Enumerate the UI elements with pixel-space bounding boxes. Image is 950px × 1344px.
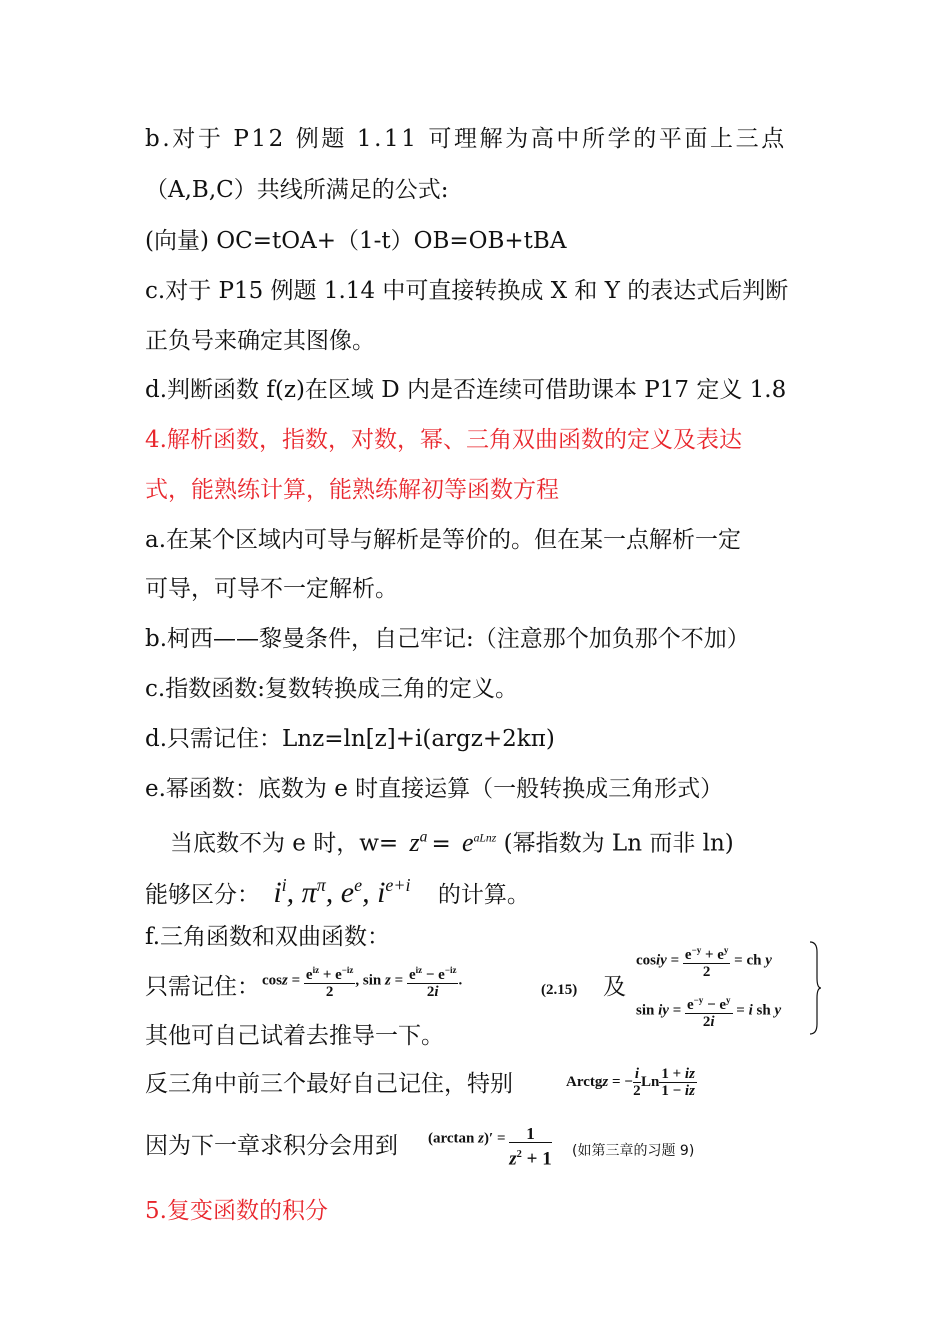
formula-cos-sin: cosz = $\frac{e^{iz} + e^{-iz}}{2}$ , sin z = $\frac{e^{iz} - e^{-iz}}{2i}$ .	[262, 962, 462, 1000]
ch-label: ch	[746, 952, 762, 969]
exercise-note: (如第三章的习题 9)	[572, 1143, 695, 1159]
text-line-11: b.柯西——黎曼条件，自己牢记:（注意那个加负那个不加）	[145, 626, 750, 652]
section-heading-4: 4.解析函数，指数，对数，幂、三角双曲函数的定义及表达	[145, 427, 742, 453]
text-line-13: d.只需记住：Lnz=ln[z]+i(argz+2kπ)	[145, 726, 555, 752]
text-line-21	[145, 1131, 398, 1161]
section-heading-4-cont: 式，能熟练计算，能熟练解初等函数方程	[145, 477, 559, 503]
text-line-9: a.在某个区域内可导与解析是等价的。但在某一点解析一定	[145, 527, 742, 553]
text-line-4: c.对于 P15 例题 1.14 中可直接转换成 X 和 Y 的表达式后判断	[145, 278, 789, 304]
formula-z-power-a: $z^a$	[409, 827, 428, 857]
sin-label: sin	[362, 972, 382, 989]
cos-label: cos	[262, 972, 282, 989]
text-line-2: （A,B,C）共线所满足的公式:	[145, 177, 449, 203]
text-line-16-suffix: 的计算。	[437, 882, 530, 908]
equation-number: (2.15)	[541, 982, 578, 998]
formula-e-power-alnz: $e^{aLnz}$	[462, 827, 497, 857]
formula-cos-iy: cosiy = $\frac{e^{-y} + e^y}{2}$ = ch y	[636, 942, 772, 980]
text-line-14: e.幂函数：底数为 e 时直接运算（一般转换成三角形式）	[145, 776, 724, 802]
text-line-15: 当底数不为 e 时，$w= z^a = e^{aLnz}$ (幂指数为 Ln 而非 ln)	[170, 827, 734, 857]
formula-sin-iy: sin iy = $\frac{e^{-y} - e^y}{2i}$ = i sh y	[636, 992, 781, 1030]
text-line-3: (向量) OC=tOA+（1-t）OB=OB+tBA	[145, 228, 567, 254]
text-line-16	[145, 870, 530, 910]
text-line-18-prefix: 只需记住：	[145, 974, 260, 1000]
formula-powers-list: $i^i$, $\pi^\pi$, $e^e$, $i^{e+i}$	[273, 875, 411, 909]
text-line-15-suffix: (幂指数为 Ln 而非 ln)	[503, 830, 734, 857]
arctan-label: (arctan	[428, 1130, 475, 1147]
text-line-15-prefix: 当底数不为 e 时，w=	[170, 830, 399, 857]
ln-label: Ln	[641, 1073, 660, 1090]
text-line-5: 正负号来确定其图像。	[145, 328, 375, 354]
formula-arctg: Arctgz = − $\frac{i}{2}$ Ln $\frac{1 + iz}{1 - iz}$	[566, 1066, 695, 1099]
text-line-18	[145, 972, 260, 1002]
text-line-21-prefix: 因为下一章求积分会用到	[145, 1133, 398, 1159]
text-line-16-prefix: 能够区分：	[145, 882, 260, 908]
section-heading-5: 5.复变函数的积分	[145, 1198, 328, 1224]
text-line-17: f.三角函数和双曲函数：	[145, 924, 391, 950]
text-line-12: c.指数函数:复数转换成三角的定义。	[145, 676, 518, 702]
formula-arctan-derivative: (arctan z)′ = $\frac{1}{z^2 + 1}$	[428, 1124, 552, 1170]
text-and: 及	[603, 974, 626, 1000]
text-line-19: 其他可自己试着去推导一下。	[145, 1023, 444, 1049]
text-line-6: d.判断函数 f(z)在区域 D 内是否连续可借助课本 P17 定义 1.8	[145, 377, 787, 403]
arctg-label: Arctg	[566, 1073, 603, 1090]
right-brace-icon	[808, 940, 822, 1036]
text-line-1: b.对于 P12 例题 1.11 可理解为高中所学的平面上三点	[145, 126, 787, 152]
text-line-20-prefix: 反三角中前三个最好自己记住，特别	[145, 1071, 513, 1097]
text-line-10: 可导，可导不一定解析。	[145, 576, 398, 602]
sh-label: sh	[756, 1002, 771, 1019]
text-line-20	[145, 1069, 513, 1099]
